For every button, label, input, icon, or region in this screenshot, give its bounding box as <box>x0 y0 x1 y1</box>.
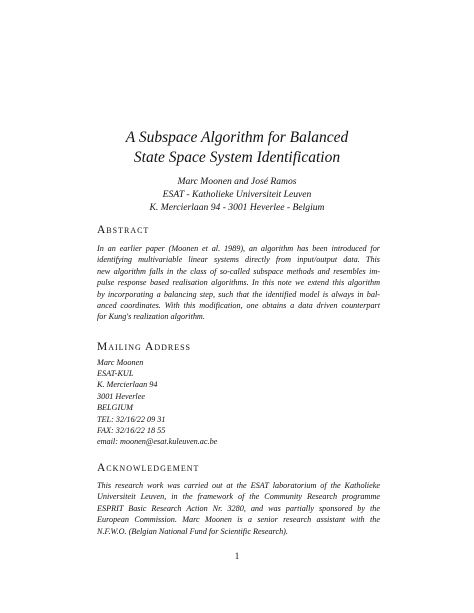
acknowledgement-text <box>97 480 380 537</box>
abstract-line: In an earlier paper (Moonen et al. 1989), an algorithm has been introduced for <box>97 244 380 253</box>
address-line: ESAT-KUL <box>97 369 134 379</box>
author-affiliation: ESAT - Katholieke Universiteit Leuven <box>162 189 312 200</box>
paper-title-line-2: State Space System Identification <box>133 149 341 166</box>
abstract-line: pulse response based realisation algorithms. In this note we extend this algorithm <box>97 278 380 288</box>
page-number: 1 <box>234 551 240 561</box>
abstract-text <box>97 243 380 323</box>
fax-number: FAX: 32/16/22 18 55 <box>97 426 166 436</box>
acknowledgement-heading: Acknowledgement <box>97 462 200 474</box>
acknowledgement-line: European Commission. Marc Moonen is a senior research assistant with the <box>97 515 380 525</box>
address-line: K. Mercierlaan 94 <box>97 380 158 390</box>
email-address: email: moonen@esat.kuleuven.ac.be <box>97 437 218 447</box>
abstract-heading: Abstract <box>97 224 150 236</box>
author-names: Marc Moonen and José Ramos <box>177 176 297 187</box>
contact-details <box>97 414 217 448</box>
acknowledgement-line: N.F.W.O. (Belgian National Fund for Scientific Research). <box>97 526 288 536</box>
abstract-line: anced coordinates. With this modification, one obtains a data driven counterpart <box>97 301 380 311</box>
author-address: K. Mercierlaan 94 - 3001 Heverlee - Belgium <box>149 202 325 213</box>
abstract-line: for Kung's realization algorithm. <box>97 312 205 322</box>
postal-address <box>97 357 157 413</box>
address-line: BELGIUM <box>97 402 133 412</box>
acknowledgement-line: Universiteit Leuven, in the framework of the Community Research programme <box>97 492 380 502</box>
abstract-line: identifying multivariable linear systems directly from input/output data. This <box>97 255 380 265</box>
abstract-line: by incorporating a balancing step, such that the identified model is always in bal- <box>97 289 380 299</box>
mailing-address-heading: Mailing Address <box>97 341 191 353</box>
abstract-line: new algorithm falls in the class of so-called subspace methods and resembles im- <box>97 266 380 276</box>
address-line: Marc Moonen <box>97 358 144 367</box>
phone-number: TEL: 32/16/22 09 31 <box>97 415 166 424</box>
acknowledgement-line: This research work was carried out at the ESAT laboratorium of the Katholieke <box>97 481 380 490</box>
paper-title-line-1: A Subspace Algorithm for Balanced <box>125 129 349 146</box>
address-line: 3001 Heverlee <box>97 391 145 401</box>
acknowledgement-line: ESPRIT Basic Research Action Nr. 3280, and was partially sponsored by the <box>97 503 380 513</box>
